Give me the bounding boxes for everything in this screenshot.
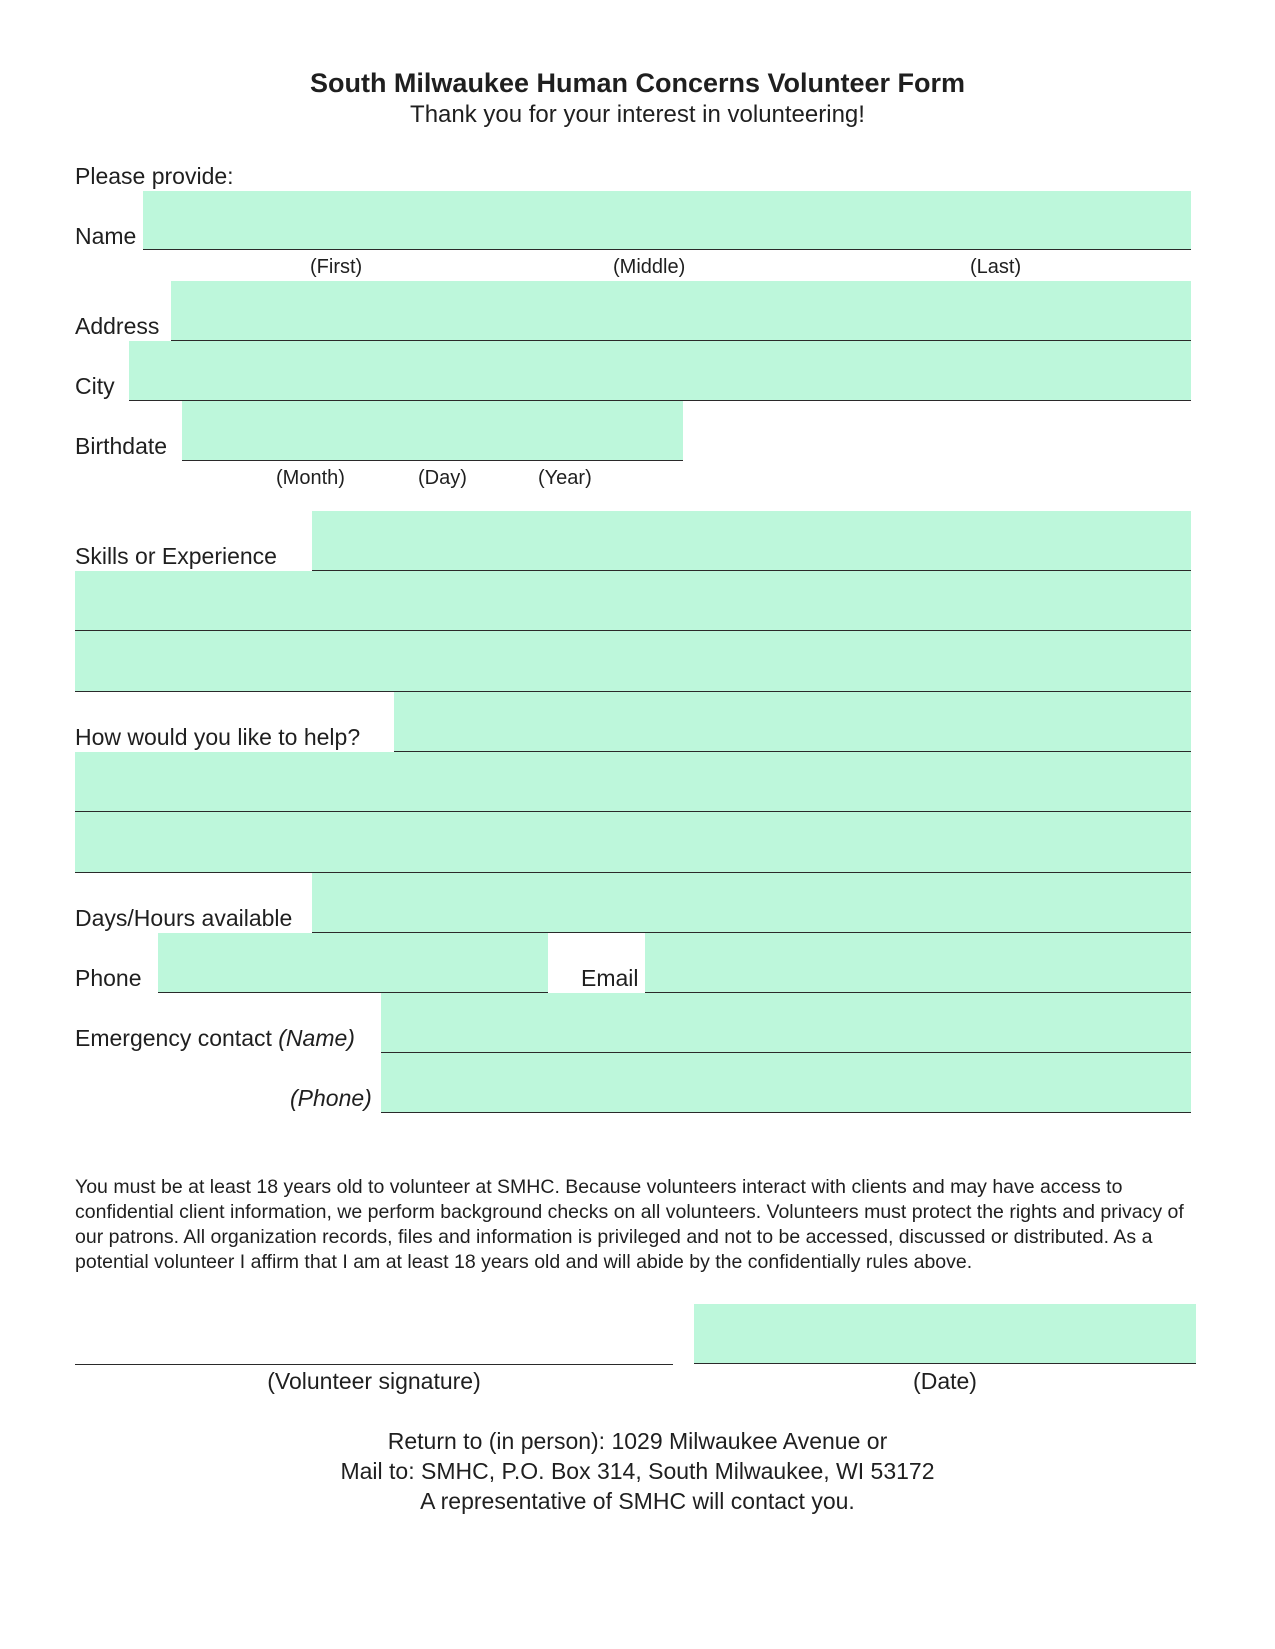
birth-year-caption: (Year) [538, 467, 592, 489]
city-label: City [75, 373, 115, 399]
help-label: How would you like to help? [75, 724, 361, 750]
phone-label: Phone [75, 965, 142, 991]
name-label: Name [75, 223, 137, 249]
help-input-line-2[interactable] [75, 752, 1191, 812]
name-first-caption: (First) [310, 256, 363, 278]
emergency-name-input[interactable] [381, 993, 1191, 1053]
age-confidentiality-notice: You must be at least 18 years old to volunteer at SMHC. Because volunteers interact with clients and may have access to confidential client information, we perform background checks on all volunteers. Volunteers must protect the rights and privacy of our patrons. All organization records, files and information is privileged and not to be accessed, discussed or distributed. As a potential volunteer I affirm that I am at least 18 years old and will abide by the confidentially rules above. [75, 1176, 1184, 1273]
emergency-name-caption: (Name) [278, 1025, 355, 1051]
help-input-line-3[interactable] [75, 812, 1191, 873]
days-hours-input[interactable] [312, 873, 1191, 933]
emergency-contact-text: Emergency contact [75, 1025, 272, 1051]
address-input[interactable] [171, 281, 1191, 341]
emergency-phone-caption: (Phone) [290, 1085, 372, 1111]
mail-address: Mail to: SMHC, P.O. Box 314, South Milwaukee, WI 53172 [340, 1458, 935, 1484]
skills-input-line-1[interactable] [312, 511, 1191, 571]
return-address: Return to (in person): 1029 Milwaukee Avenue or [387, 1428, 888, 1454]
birthdate-input[interactable] [182, 401, 683, 461]
signature-caption: (Volunteer signature) [267, 1368, 481, 1394]
contact-note: A representative of SMHC will contact you. [420, 1488, 855, 1514]
email-label: Email [581, 965, 639, 991]
skills-input-line-2[interactable] [75, 571, 1191, 631]
birth-day-caption: (Day) [418, 467, 467, 489]
skills-label: Skills or Experience [75, 543, 277, 569]
email-input[interactable] [645, 933, 1191, 993]
name-last-caption: (Last) [970, 256, 1022, 278]
skills-input-line-3[interactable] [75, 631, 1191, 692]
emergency-phone-input[interactable] [381, 1053, 1191, 1113]
date-input[interactable] [694, 1304, 1196, 1364]
intro-text: Please provide: [75, 163, 234, 189]
name-middle-caption: (Middle) [613, 256, 686, 278]
name-input[interactable] [143, 191, 1191, 250]
birth-month-caption: (Month) [276, 467, 345, 489]
phone-input[interactable] [158, 933, 548, 993]
address-label: Address [75, 313, 160, 339]
date-caption: (Date) [913, 1368, 977, 1394]
days-hours-label: Days/Hours available [75, 905, 293, 931]
emergency-contact-label [75, 1025, 355, 1052]
form-subtitle: Thank you for your interest in volunteering! [410, 101, 865, 128]
city-input[interactable] [129, 341, 1191, 401]
signature-line[interactable] [75, 1304, 673, 1365]
help-input-line-1[interactable] [394, 692, 1191, 752]
form-title: South Milwaukee Human Concerns Volunteer Form [309, 68, 966, 98]
birthdate-label: Birthdate [75, 433, 168, 459]
